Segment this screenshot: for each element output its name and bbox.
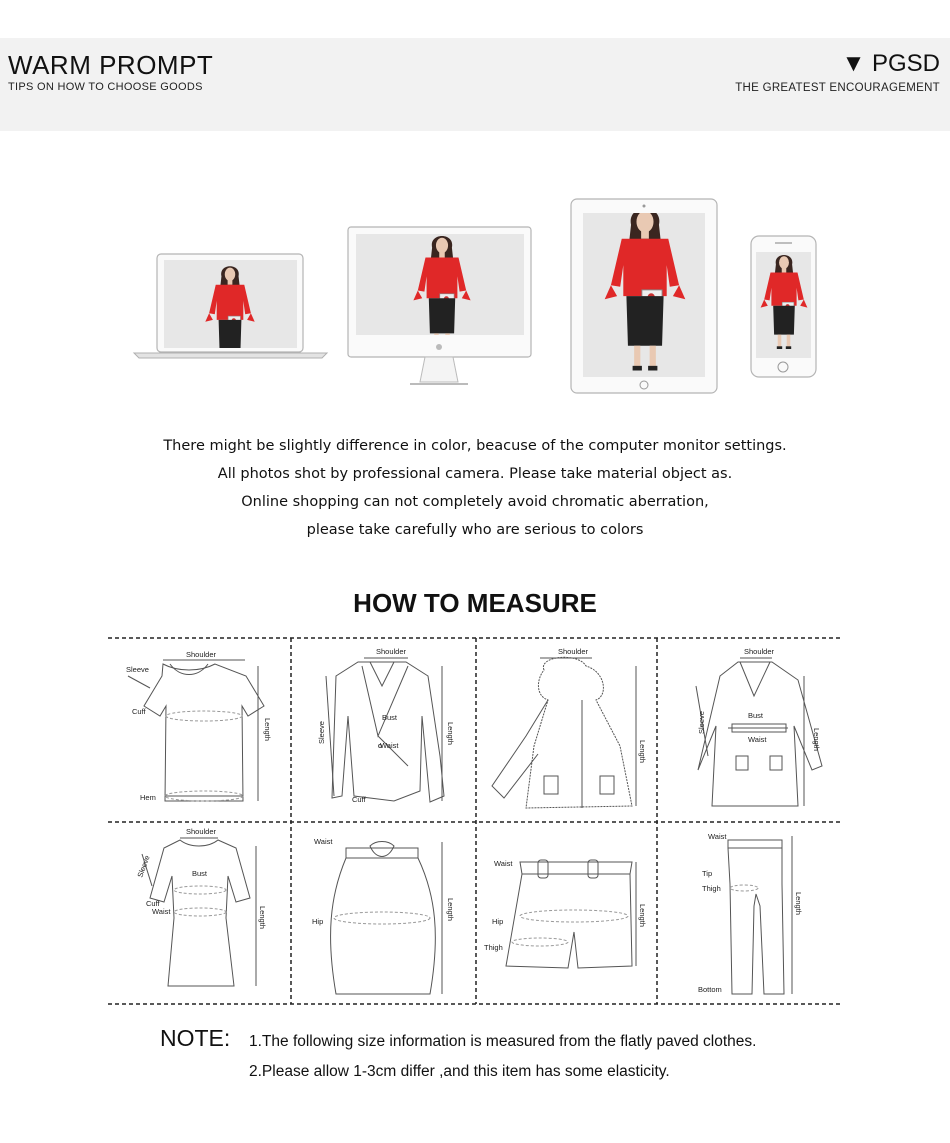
notice-line: There might be slightly difference in color, beacuse of the computer monitor settings.	[163, 438, 787, 454]
label-length: Length	[638, 904, 647, 927]
label-shoulder: Shoulder	[744, 647, 775, 656]
banner-title: WARM PROMPT	[8, 50, 214, 80]
blazer-diagram	[317, 647, 455, 804]
label-waist: Waist	[380, 741, 399, 750]
color-notice	[0, 432, 950, 544]
header-banner	[0, 38, 950, 131]
label-cuff: Cuff	[146, 899, 160, 908]
note-line-1: 1.The following size information is measured from the flatly paved clothes.	[249, 1033, 757, 1050]
label-sleeve: Sleeve	[135, 854, 152, 879]
label-thigh: Thigh	[484, 943, 503, 952]
label-cuff: Cuff	[132, 707, 146, 716]
label-sleeve: Sleeve	[697, 711, 706, 734]
label-hip: Hip	[492, 917, 504, 926]
label-length: Length	[446, 898, 455, 921]
label-sleeve: Sleeve	[317, 721, 326, 744]
dress-diagram	[135, 827, 267, 986]
label-length: Length	[263, 718, 272, 741]
notice-line: Online shopping can not completely avoid chromatic aberration,	[241, 494, 709, 510]
notice-line: please take carefully who are serious to colors	[306, 522, 644, 538]
desktop-monitor-device	[348, 227, 531, 384]
banner-subtitle: TIPS ON HOW TO CHOOSE GOODS	[8, 81, 203, 93]
tshirt-diagram	[126, 650, 272, 802]
label-length: Length	[794, 892, 803, 915]
trench-coat-diagram	[696, 647, 822, 806]
label-tip: Tip	[702, 869, 713, 878]
brand-name: ▼ PGSD	[841, 50, 940, 77]
label-waist: Waist	[314, 837, 333, 846]
tablet-device	[571, 199, 717, 393]
measurement-grid	[108, 636, 844, 1008]
label-waist: Waist	[494, 859, 513, 868]
phone-device	[751, 236, 816, 377]
label-waist: Waist	[708, 832, 727, 841]
note-line-2: 2.Please allow 1-3cm differ ,and this item has some elasticity.	[249, 1063, 670, 1080]
label-bust: Bust	[192, 869, 208, 878]
label-length: Length	[258, 906, 267, 929]
measure-title: HOW TO MEASURE	[353, 588, 597, 618]
label-hip: Hip	[312, 917, 324, 926]
skirt-diagram	[312, 837, 455, 994]
label-cuff: Cuff	[352, 795, 366, 804]
label-bust: Bust	[382, 713, 398, 722]
label-shoulder: Shoulder	[558, 647, 589, 656]
label-length: Length	[446, 722, 455, 745]
laptop-device	[134, 254, 327, 366]
shorts-diagram	[484, 859, 647, 968]
label-shoulder: Shoulder	[186, 650, 217, 659]
brand-tagline: THE GREATEST ENCOURAGEMENT	[735, 82, 940, 94]
label-bottom: Bottom	[698, 985, 722, 994]
devices-illustration	[0, 190, 950, 400]
label-hem: Hem	[140, 793, 156, 802]
label-shoulder: Shoulder	[376, 647, 407, 656]
fur-coat-diagram	[492, 647, 647, 808]
label-shoulder: Shoulder	[186, 827, 217, 836]
notice-line: All photos shot by professional camera. Please take material object as.	[217, 466, 733, 482]
label-sleeve: Sleeve	[126, 665, 149, 674]
label-bust: Bust	[748, 711, 764, 720]
label-waist: Waist	[152, 907, 171, 916]
label-length: Length	[812, 728, 821, 751]
label-thigh: Thigh	[702, 884, 721, 893]
note-heading: NOTE:	[160, 1025, 231, 1051]
label-waist: Waist	[748, 735, 767, 744]
pants-diagram	[698, 832, 803, 994]
label-length: Length	[638, 740, 647, 763]
